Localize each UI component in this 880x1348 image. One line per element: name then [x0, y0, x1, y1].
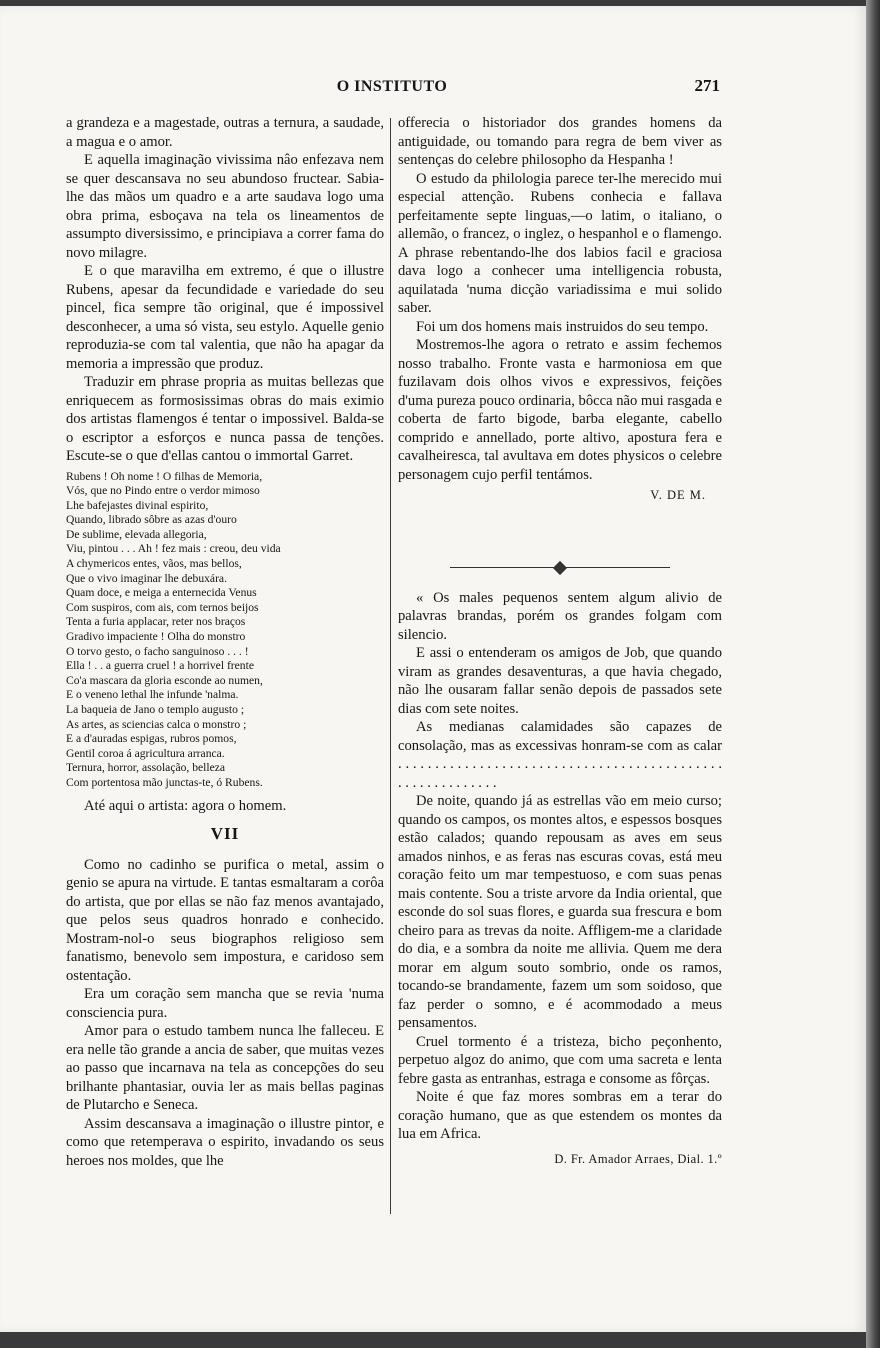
page-edge	[866, 0, 880, 1348]
page-number: 271	[694, 76, 720, 95]
left-column	[66, 114, 384, 1170]
poem-line: E a d'auradas espigas, rubros pomos,	[66, 732, 237, 746]
quote-paragraph: E assi o entenderam os amigos de Job, que quando viram as grandes desaventuras, a que havia chegado, não lhe ousaram fallar senão depois de passados sete dias com sete noites.	[398, 645, 722, 717]
poem-line: Ternura, horror, assolação, belleza	[66, 761, 226, 775]
section-numeral: VII	[210, 824, 240, 844]
poem-line: Com suspiros, com ais, com ternos beijos	[66, 600, 259, 614]
poem-line: Quando, librado sôbre as azas d'ouro	[66, 513, 237, 527]
poem-line: La baqueia de Jano o templo augusto ;	[66, 703, 245, 716]
poem-line: Gentil coroa á agricultura arranca.	[66, 746, 225, 760]
poem-line: O torvo gesto, o facho sanguinoso . . . !	[66, 644, 249, 658]
poem-line: Que o vivo imaginar lhe debuxára.	[66, 571, 227, 585]
poem-line: Ella ! . . a guerra cruel ! a horrivel frente	[66, 659, 254, 673]
paragraph: Até aqui o artista: agora o homem.	[84, 797, 287, 814]
paragraph: E aquella imaginação vivissima nâo enfezava nem se quer descansava no seu abundoso fructear. Sabia-lhe das mãos um quadro e a arte saudava logo uma obra prima, esboçava na tela os lineamentos de assumpto diversissimo, e principiava a correr fama do novo milagre.	[66, 152, 384, 261]
poem-line: Rubens ! Oh nome ! O filhas de Memoria,	[66, 469, 263, 483]
poem	[66, 470, 384, 791]
poem-line: A chymericos entes, vãos, mas bellos,	[66, 557, 242, 571]
poem-line: De sublime, elevada allegoria,	[66, 527, 207, 541]
paragraph: Como no cadinho se purifica o metal, assim o genio se apura na virtude. E tantas esmaltaram a corôa do artista, que por ellas se não faz menos avantajado, que pelos seus quadros honrado e conhecido. Mostram-nol-o seus biographos religioso sem fanatismo, benevolo sem impostura, e caridoso sem ostentação.	[66, 856, 384, 984]
quote-paragraph: Cruel tormento é a tristeza, bicho peçonhento, perpetuo algoz do animo, que com uma sacreta e lenta febre gasta as entranhas, estraga e consome as fôrças.	[398, 1033, 722, 1087]
poem-line: Com portentosa mão junctas-te, ó Rubens.	[66, 775, 263, 789]
poem-line: E o veneno lethal lhe infunde 'nalma.	[66, 688, 239, 702]
poem-line: Viu, pintou . . . Ah ! fez mais : creou, deu vida	[66, 542, 281, 556]
paragraph: O estudo da philologia parece ter-lhe merecido mui especial attenção. Rubens conhecia e fallava perfeitamente septe linguas,—o latim, o italiano, o allemão, o francez, o inglez, o hespanhol e o flamengo. A phrase rebentando-lhe dos labios facil e graciosa dava logo a conhecer uma intelligencia robusta, aquilatada 'numa dicção variadissima e mui solido saber.	[398, 170, 722, 316]
author-signature: V. DE M.	[650, 488, 706, 502]
poem-line: Vós, que no Pindo entre o verdor mimoso	[66, 484, 260, 498]
quote-paragraph: « Os males pequenos sentem algum alivio de palavras brandas, porém os grandes folgam com silencio.	[398, 589, 722, 643]
ornament-diamond-icon	[553, 560, 567, 574]
paragraph: Traduzir em phrase propria as muitas bellezas que enriquecem as formosissimas obras do mais eximio dos artistas flamengos é tentar o impossivel. Balda-se o escriptor a esforços e nunca passa de tenções. Escute-se o que d'ellas cantou o immortal Garret.	[66, 374, 384, 464]
poem-line: As artes, as sciencias calca o monstro ;	[66, 717, 247, 731]
quote-paragraph: Noite é que faz mores sombras em a terar do coração humano, que as que estendem os montes da lua em Africa.	[398, 1089, 722, 1142]
ornament-divider	[398, 563, 722, 573]
quote-paragraph: As medianas calamidades são capazes de consolação, mas as excessivas honram-se com as calar . . . . . . . . . . . . . . . . . . . . . . . . . . . . . . . . . . . . . . . . . . . . . . . . . . . . . . . . . .	[398, 719, 722, 791]
quote-source: D. Fr. Amador Arraes, Dial. 1.º	[554, 1151, 722, 1166]
quote-paragraph: De noite, quando já as estrellas vão em meio curso; quando os campos, os montes altos, e espessos bosques estão calados; quando repousam as aves em seus amados ninhos, e as feras nas escuras covas, está meu coração feito um mar tempestuoso, e com suas penas mais contente. Sou a triste arvore da India oriental, que esconde do sol suas flores, e guarda sua frescura e bom cheiro para as trevas da noite. Affligem-me a claridade do dia, e a sombra da noite me allivia. Quem me dera morar em algum souto sombrio, onde os ramos, tocando-se brandamente, fazem um som soidoso, que faz perder o somno, e é acommodado a meus pensamentos.	[398, 793, 722, 1031]
paragraph: Era um coração sem mancha que se revia 'numa consciencia pura.	[66, 986, 384, 1021]
paragraph: offerecia o historiador dos grandes homens da antiguidade, ou tomando para regra de bem viver as sentenças do celebre philosopho da Hespanha !	[398, 115, 722, 168]
poem-line: Co'a mascara da gloria esconde ao numen,	[66, 673, 263, 687]
paragraph: a grandeza e a magestade, outras a ternura, a saudade, a magua e o amor.	[66, 115, 384, 150]
poem-line: Quam doce, e meiga a enternecida Venus	[66, 586, 257, 600]
right-column	[398, 114, 722, 1168]
paragraph: Assim descansava a imaginação o illustre pintor, e como que retemperava o espirito, invadando os seus heroes nos moldes, que lhe	[66, 1115, 384, 1169]
paragraph: Mostremos-lhe agora o retrato e assim fechemos nosso trabalho. Fronte vasta e harmoniosa em que fuzilavam dois olhos vivos e expressivos, feições d'uma pureza pouco ordinaria, bôcca não mui rasgada e coberta de farto bigode, barba elegante, cabello comprido e annellado, porte altivo, apostura fera e cavalheiresca, tal avultava em dotes physicos o celebre personagem cujo perfil tentámos.	[398, 337, 722, 483]
poem-line: Lhe bafejastes divinal espirito,	[66, 498, 209, 512]
running-title: O INSTITUTO	[336, 78, 448, 95]
column-divider	[390, 118, 391, 1214]
paragraph: E o que maravilha em extremo, é que o illustre Rubens, apesar da fecundidade e variedade do seu pincel, fica sempre tão original, que é impossivel desconhecer, a uma só vista, seu estylo. Aquelle genio reproduzia-se com tal valentia, que não ha apagar da memoria a impressão que produz.	[66, 263, 384, 372]
paragraph: Amor para o estudo tambem nunca lhe falleceu. E era nelle tão grande a ancia de saber, que muitas vezes ao passo que incarnava na tela as concepções do seu brilhante phantasiar, ouvia ler as mais bellas paginas de Plutarcho e Seneca.	[66, 1023, 384, 1114]
poem-line: Tenta a furia applacar, reter nos braços	[66, 615, 246, 629]
paragraph: Foi um dos homens mais instruidos do seu tempo.	[416, 318, 709, 335]
poem-line: Gradivo impaciente ! Olha do monstro	[66, 630, 246, 644]
page-header	[60, 72, 724, 102]
